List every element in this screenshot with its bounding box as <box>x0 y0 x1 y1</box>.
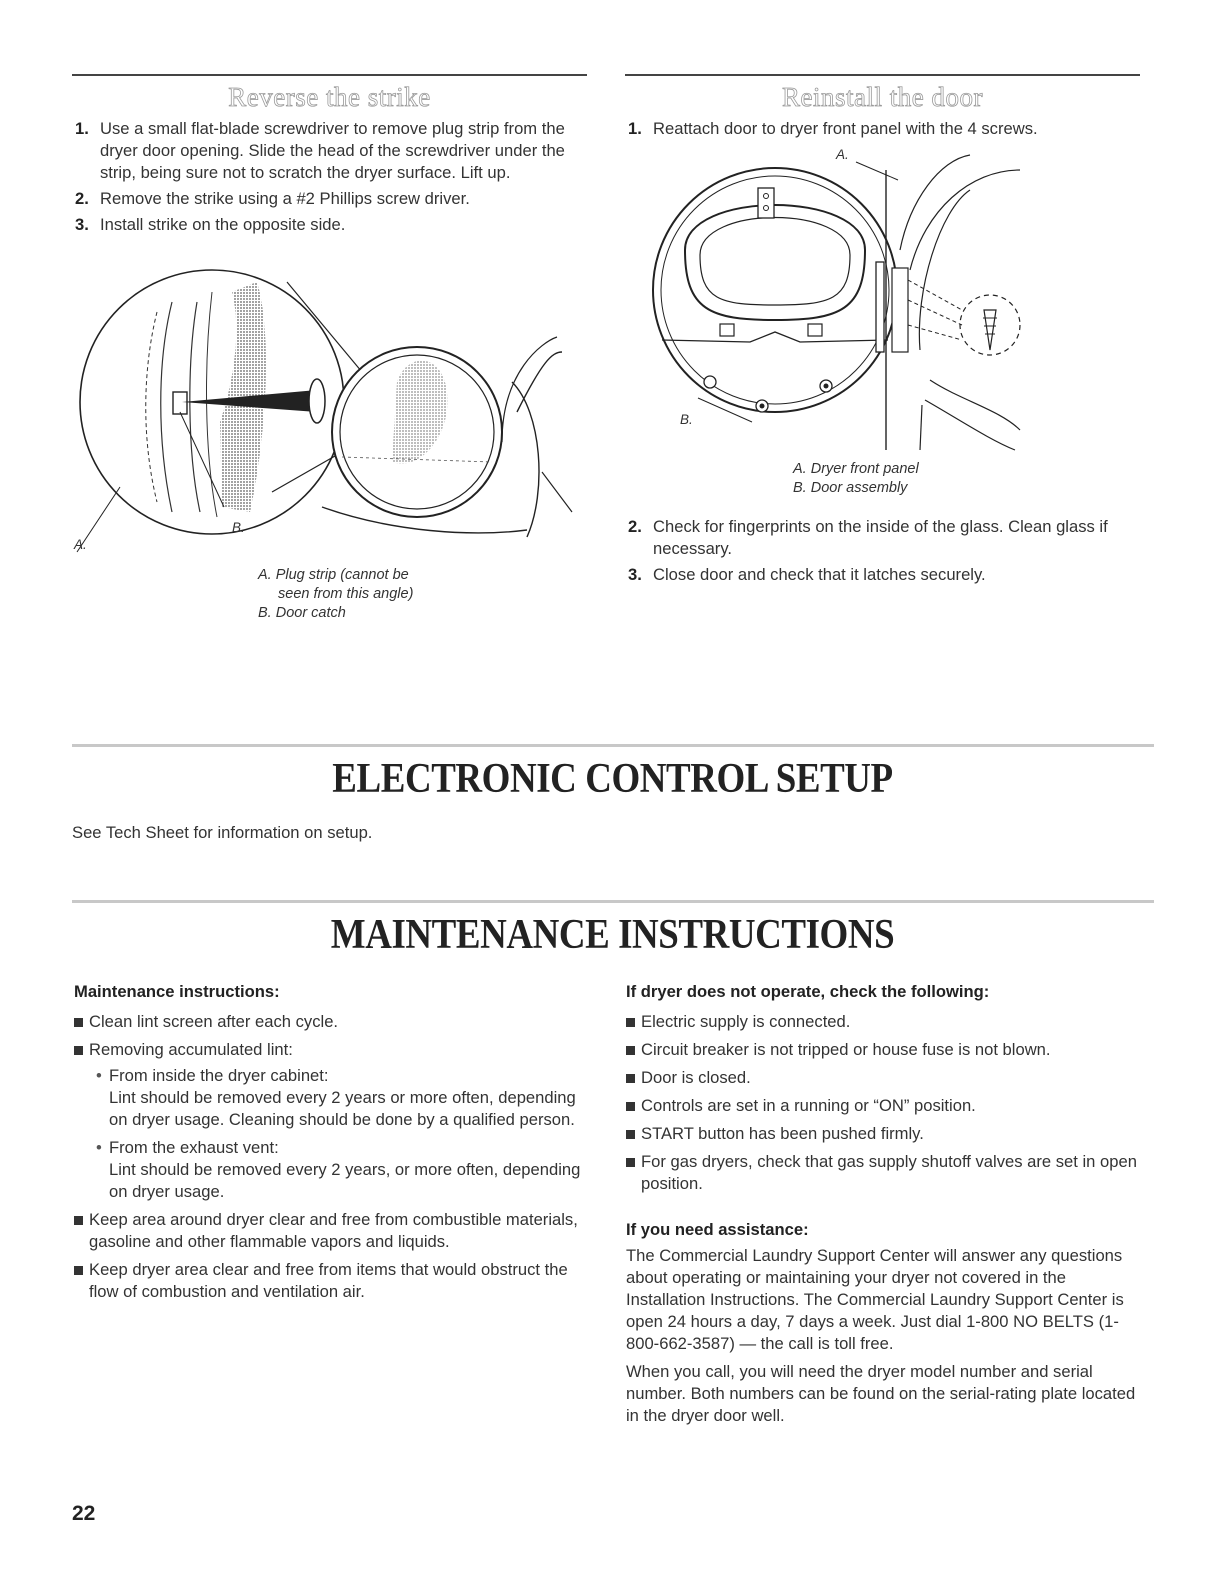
reinstall-door-heading: Reinstall the door <box>782 82 983 112</box>
list-item: Removing accumulated lint: • From inside the dryer cabinet: Lint should be removed every 2 years or more often, depending on dryer usage. Cleaning should be done by a qualified person. • From the exhaust vent: Lint should be removed every 2 years, or more often, depending on dryer usage. <box>74 1039 589 1203</box>
check-item: Controls are set in a running or “ON” position. <box>626 1095 1141 1117</box>
door-caption: A. Dryer front panel B. Door assembly <box>793 461 919 496</box>
maintenance-title: MAINTENANCE INSTRUCTIONS <box>330 912 895 958</box>
list-item: Keep area around dryer clear and free from combustible materials, gasoline and other flammable vapors and liquids. <box>74 1209 589 1253</box>
strike-illustration <box>72 262 582 562</box>
troubleshoot-heading: If dryer does not operate, check the following: <box>626 982 990 1001</box>
assistance-paragraph: The Commercial Laundry Support Center will answer any questions about operating or maintaining your dryer not covered in the Installation Instructions. The Commercial Laundry Support Center is open 24 hours a day, 7 days a week. Just dial 1-800 NO BELTS (1-800-662-3587) — the call is toll free. <box>626 1246 1124 1353</box>
step-item: 1. Reattach door to dryer front panel with the 4 screws. <box>628 119 1038 138</box>
door-illustration <box>640 150 1030 460</box>
check-item: Door is closed. <box>626 1067 1141 1089</box>
callout-a-strike: A. <box>74 537 87 552</box>
section-rule-right <box>625 74 1140 76</box>
step-item: 3. Close door and check that it latches securely. <box>628 565 986 584</box>
maintenance-left-column <box>74 981 589 1309</box>
section-rule-left <box>72 74 587 76</box>
list-item: Clean lint screen after each cycle. <box>74 1011 589 1033</box>
callout-b-door: B. <box>680 412 693 427</box>
reverse-strike-steps <box>75 118 575 240</box>
step-item: 1. Use a small flat-blade screwdriver to remove plug strip from the dryer door opening. Slide the head of the screwdriver under the strip, being sure not to scratch the dryer surface. Lift up. <box>75 119 565 182</box>
maintenance-right-column <box>626 981 1141 1427</box>
step-item: 2. Remove the strike using a #2 Phillips screw driver. <box>75 189 470 208</box>
step-item: 2. Check for fingerprints on the inside of the glass. Clean glass if necessary. <box>628 517 1108 558</box>
callout-a-door: A. <box>836 147 849 162</box>
section-divider-maintenance <box>72 900 1154 903</box>
check-item: For gas dryers, check that gas supply shutoff valves are set in open position. <box>626 1151 1141 1195</box>
electronic-setup-text: See Tech Sheet for information on setup. <box>72 823 373 842</box>
maintenance-heading: Maintenance instructions: <box>74 982 280 1001</box>
check-item: START button has been pushed firmly. <box>626 1123 1141 1145</box>
callout-b-strike: B. <box>232 520 245 535</box>
check-item: Circuit breaker is not tripped or house fuse is not blown. <box>626 1039 1141 1061</box>
assistance-heading: If you need assistance: <box>626 1220 809 1239</box>
reinstall-steps-after <box>628 516 1138 590</box>
reinstall-step-1 <box>628 118 1138 144</box>
electronic-setup-title: ELECTRONIC CONTROL SETUP <box>332 756 893 802</box>
section-divider-electronic <box>72 744 1154 747</box>
sub-list-item: • From the exhaust vent: Lint should be removed every 2 years, or more often, depending on dryer usage. <box>89 1137 589 1203</box>
strike-caption: A. Plug strip (cannot be seen from this angle) B. Door catch <box>258 567 414 621</box>
reverse-strike-heading: Reverse the strike <box>228 82 431 112</box>
assistance-paragraph-2: When you call, you will need the dryer model number and serial number. Both numbers can be found on the serial-rating plate located in the dryer door well. <box>626 1362 1136 1425</box>
page-number: 22 <box>72 1502 96 1525</box>
step-item: 3. Install strike on the opposite side. <box>75 215 346 234</box>
sub-list-item: • From inside the dryer cabinet: Lint should be removed every 2 years or more often, depending on dryer usage. Cleaning should be done by a qualified person. <box>89 1065 589 1131</box>
check-item: Electric supply is connected. <box>626 1011 1141 1033</box>
list-item: Keep dryer area clear and free from items that would obstruct the flow of combustion and ventilation air. <box>74 1259 589 1303</box>
